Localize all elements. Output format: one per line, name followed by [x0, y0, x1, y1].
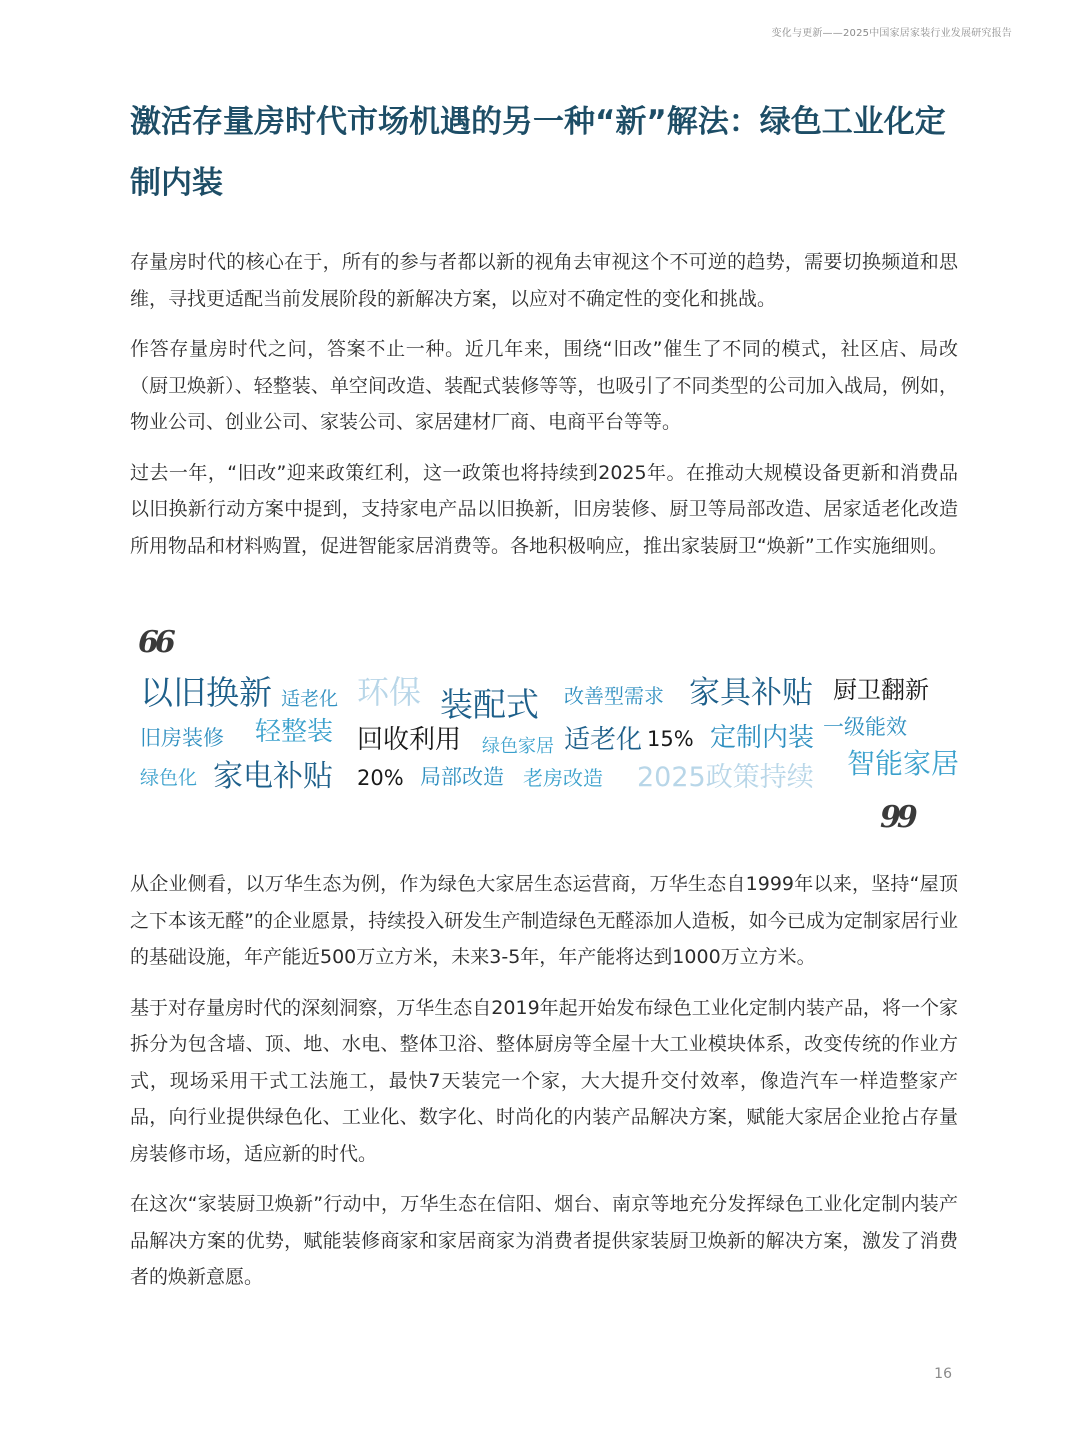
page-number: 16	[934, 1366, 952, 1382]
cloud-word: 定制内装	[710, 723, 815, 753]
outro-paragraph-3: 在这次“家装厨卫焕新”行动中，万华生态在信阳、烟台、南京等地充分发挥绿色工业化定制内装产品解决方案的优势，赋能装修商家和家居商家为消费者提供家装厨卫焕新的解决方案，激发了消费者的焕新意愿。	[130, 1193, 958, 1288]
outro-paragraph-1: 从企业侧看，以万华生态为例，作为绿色大家居生态运营商，万华生态自1999年以来，坚持“屋顶之下本该无醛”的企业愿景，持续投入研发生产制造绿色无醛添加人造板，如今已成为定制家居行业的基础设施，年产能近500万立方米，未来3-5年，年产能将达到1000万立方米。	[130, 873, 958, 968]
cloud-word: 轻整装	[255, 717, 334, 747]
cloud-word: 改善型需求	[564, 684, 664, 708]
report-header: 变化与更新——2025中国家居家装行业发展研究报告	[771, 28, 1012, 39]
cloud-word: 旧房装修	[140, 726, 224, 750]
cloud-word: 15%	[647, 727, 694, 751]
cloud-word: 厨卫翻新	[833, 676, 929, 704]
intro-section	[130, 244, 958, 578]
cloud-word: 回收利用	[357, 725, 462, 755]
intro-paragraph-3: 过去一年，“旧改”迎来政策红利，这一政策也将持续到2025年。在推动大规模设备更新和消费品以旧换新行动方案中提到，支持家电产品以旧换新，旧房装修、厨卫等局部改造、居家适老化改造所用物品和材料购置，促进智能家居消费等。各地积极响应，推出家装厨卫“焕新”工作实施细则。	[130, 461, 958, 557]
outro-paragraph-2: 基于对存量房时代的深刻洞察，万华生态自2019年起开始发布绿色工业化定制内装产品，将一个家拆分为包含墙、顶、地、水电、整体卫浴、整体厨房等全屋十大工业模块体系，改变传统的作业方式，现场采用干式工法施工，最快7天装完一个家，大大提升交付效率，像造汽车一样造整家产品，向行业提供绿色化、工业化、数字化、时尚化的内装产品解决方案，赋能大家居企业抢占存量房装修市场，适应新的时代。	[130, 996, 958, 1165]
close-quote-icon: 99	[880, 800, 914, 835]
cloud-word: 局部改造	[420, 765, 504, 789]
intro-paragraph-2: 作答存量房时代之问，答案不止一种。近几年来，围绕“旧改”催生了不同的模式，社区店、局改（厨卫焕新）、轻整装、单空间改造、装配式装修等等，也吸引了不同类型的公司加入战局，例如，物业公司、创业公司、家装公司、家居建材厂商、电商平台等等。	[130, 338, 958, 433]
cloud-word: 以旧换新	[140, 673, 272, 712]
cloud-word: 绿色家居	[482, 736, 554, 757]
cloud-word: 适老化	[281, 688, 339, 710]
cloud-word: 老房改造	[523, 766, 603, 790]
cloud-word: 20%	[357, 766, 404, 790]
open-quote-icon: 66	[138, 625, 172, 660]
page-title: 激活存量房时代市场机遇的另一种“新”解法：绿色工业化定制内装	[130, 104, 946, 201]
cloud-word: 家电补贴	[213, 759, 333, 794]
outro-section	[130, 866, 958, 1310]
cloud-word: 装配式	[440, 685, 539, 724]
cloud-word: 一级能效	[823, 715, 907, 739]
cloud-word: 适老化	[564, 725, 643, 755]
cloud-word: 环保	[357, 673, 422, 711]
cloud-word: 家具补贴	[689, 675, 813, 711]
cloud-word: 绿色化	[140, 767, 198, 789]
cloud-word: 2025政策持续	[637, 762, 814, 793]
cloud-word: 智能家居	[847, 747, 960, 780]
intro-paragraph-1: 存量房时代的核心在于，所有的参与者都以新的视角去审视这个不可逆的趋势，需要切换频道和思维，寻找更适配当前发展阶段的新解决方案，以应对不确定性的变化和挑战。	[130, 251, 958, 310]
